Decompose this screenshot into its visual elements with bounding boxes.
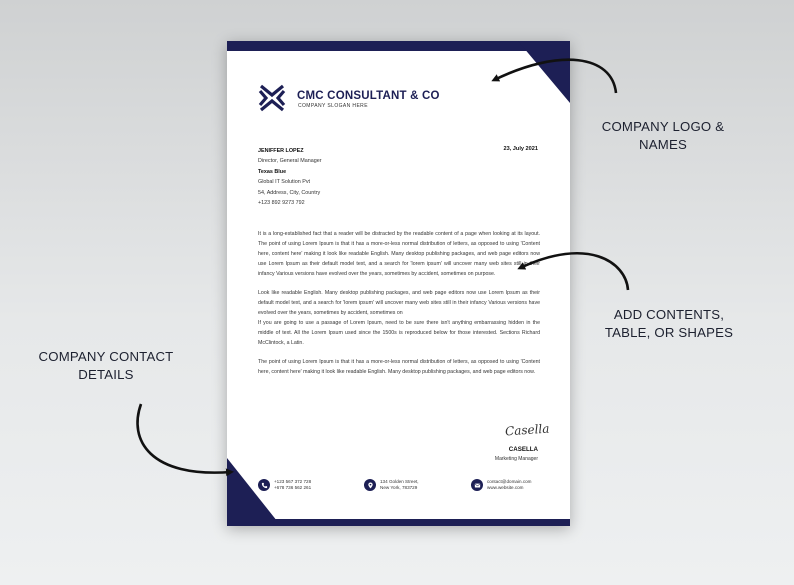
corner-triangle-bottom-left [227, 458, 281, 526]
label-company-contact-line1: COMPANY CONTACT [38, 349, 174, 364]
label-add-contents-line1: ADD CONTENTS, [613, 307, 725, 322]
footer-phone-2: +678 736 562 261 [274, 485, 312, 490]
arrow-icon [138, 404, 231, 473]
bottom-bar [227, 519, 570, 526]
footer-address-2: New York, 783729 [380, 485, 418, 490]
recipient-title: Director, General Manager [258, 158, 322, 165]
label-company-contact-line2: DETAILS [78, 367, 134, 382]
footer-phone [258, 479, 311, 491]
label-company-logo-line2: NAMES [639, 137, 687, 152]
body-paragraph-3: The point of using Lorem Ipsum is that it has a more-or-less normal distribution of letters, as opposed to using 'Content here, content here' making it look like readable English. Many desktop publishing packages, and web page editors now. [258, 359, 540, 376]
footer-website: www.website.com [487, 485, 524, 490]
recipient-name: JENIFFER LOPEZ [258, 148, 304, 154]
location-icon [364, 479, 376, 491]
recipient-company: Texas Blue [258, 168, 287, 175]
phone-icon [258, 479, 270, 491]
label-company-contact [28, 348, 184, 384]
footer-email [471, 479, 532, 491]
recipient-block [258, 146, 322, 208]
body-paragraph-2b: If you are going to use a passage of Lorem Ipsum, need to be sure there isn't anything embarrassing hidden in the middle of text. All the Lorem Ipsum used since the 1500s is reproduced below for those interested. Sections Richard McClintock, a Latin. [258, 320, 540, 347]
body-paragraph-1: It is a long-established fact that a reader will be distracted by the readable content of a page when looking at its layout. The point of using Lorem Ipsum is that it has a more-or-less normal distribution of letters, as opposed to using 'Content here, content here' making it look like readable English. Many desktop publishing packages, and web page editors now use Lorem Ipsum as their default model text, and a search for 'lorem ipsum' will uncover many web sites still in their infancy Various versions have evolved over the years, sometimes by accident, sometimes on purpose. [258, 231, 540, 278]
logo-icon [258, 84, 286, 112]
label-add-contents-line2: TABLE, OR SHAPES [604, 325, 734, 340]
footer-email-address: contact@domain.com [487, 479, 532, 484]
label-company-logo-line1: COMPANY LOGO & [601, 119, 725, 134]
body-paragraph-2a: Look like readable English. Many desktop publishing packages, and web page editors now use Lorem Ipsum as their default model text, and a search for 'lorem ipsum' will uncover many web sites still in their infancy Various versions have evolved over the years, sometimes by accident, sometimes on [258, 289, 540, 317]
letter-body [258, 229, 540, 386]
recipient-address: 54, Address, City, Country [258, 189, 321, 196]
label-add-contents [598, 306, 740, 342]
mail-icon [471, 479, 483, 491]
recipient-phone: +123 892 9273 792 [258, 200, 305, 207]
signatory-name: CASELLA [508, 446, 538, 453]
signature-script: Casella [504, 421, 550, 439]
footer-address-1: 134 Golden Street, [380, 479, 419, 484]
signatory-title: Marketing Manager [494, 456, 538, 462]
recipient-organization: Global IT Solution Pvt [258, 179, 311, 186]
company-name: CMC CONSULTANT & CO [297, 90, 440, 102]
company-slogan: COMPANY SLOGAN HERE [298, 103, 368, 109]
footer-address [364, 479, 419, 491]
letterhead-page [227, 41, 570, 526]
label-company-logo [588, 118, 738, 154]
letter-date: 23, July 2021 [503, 146, 538, 152]
top-bar [227, 41, 570, 51]
footer-phone-1: +123 567 372 728 [274, 479, 312, 484]
